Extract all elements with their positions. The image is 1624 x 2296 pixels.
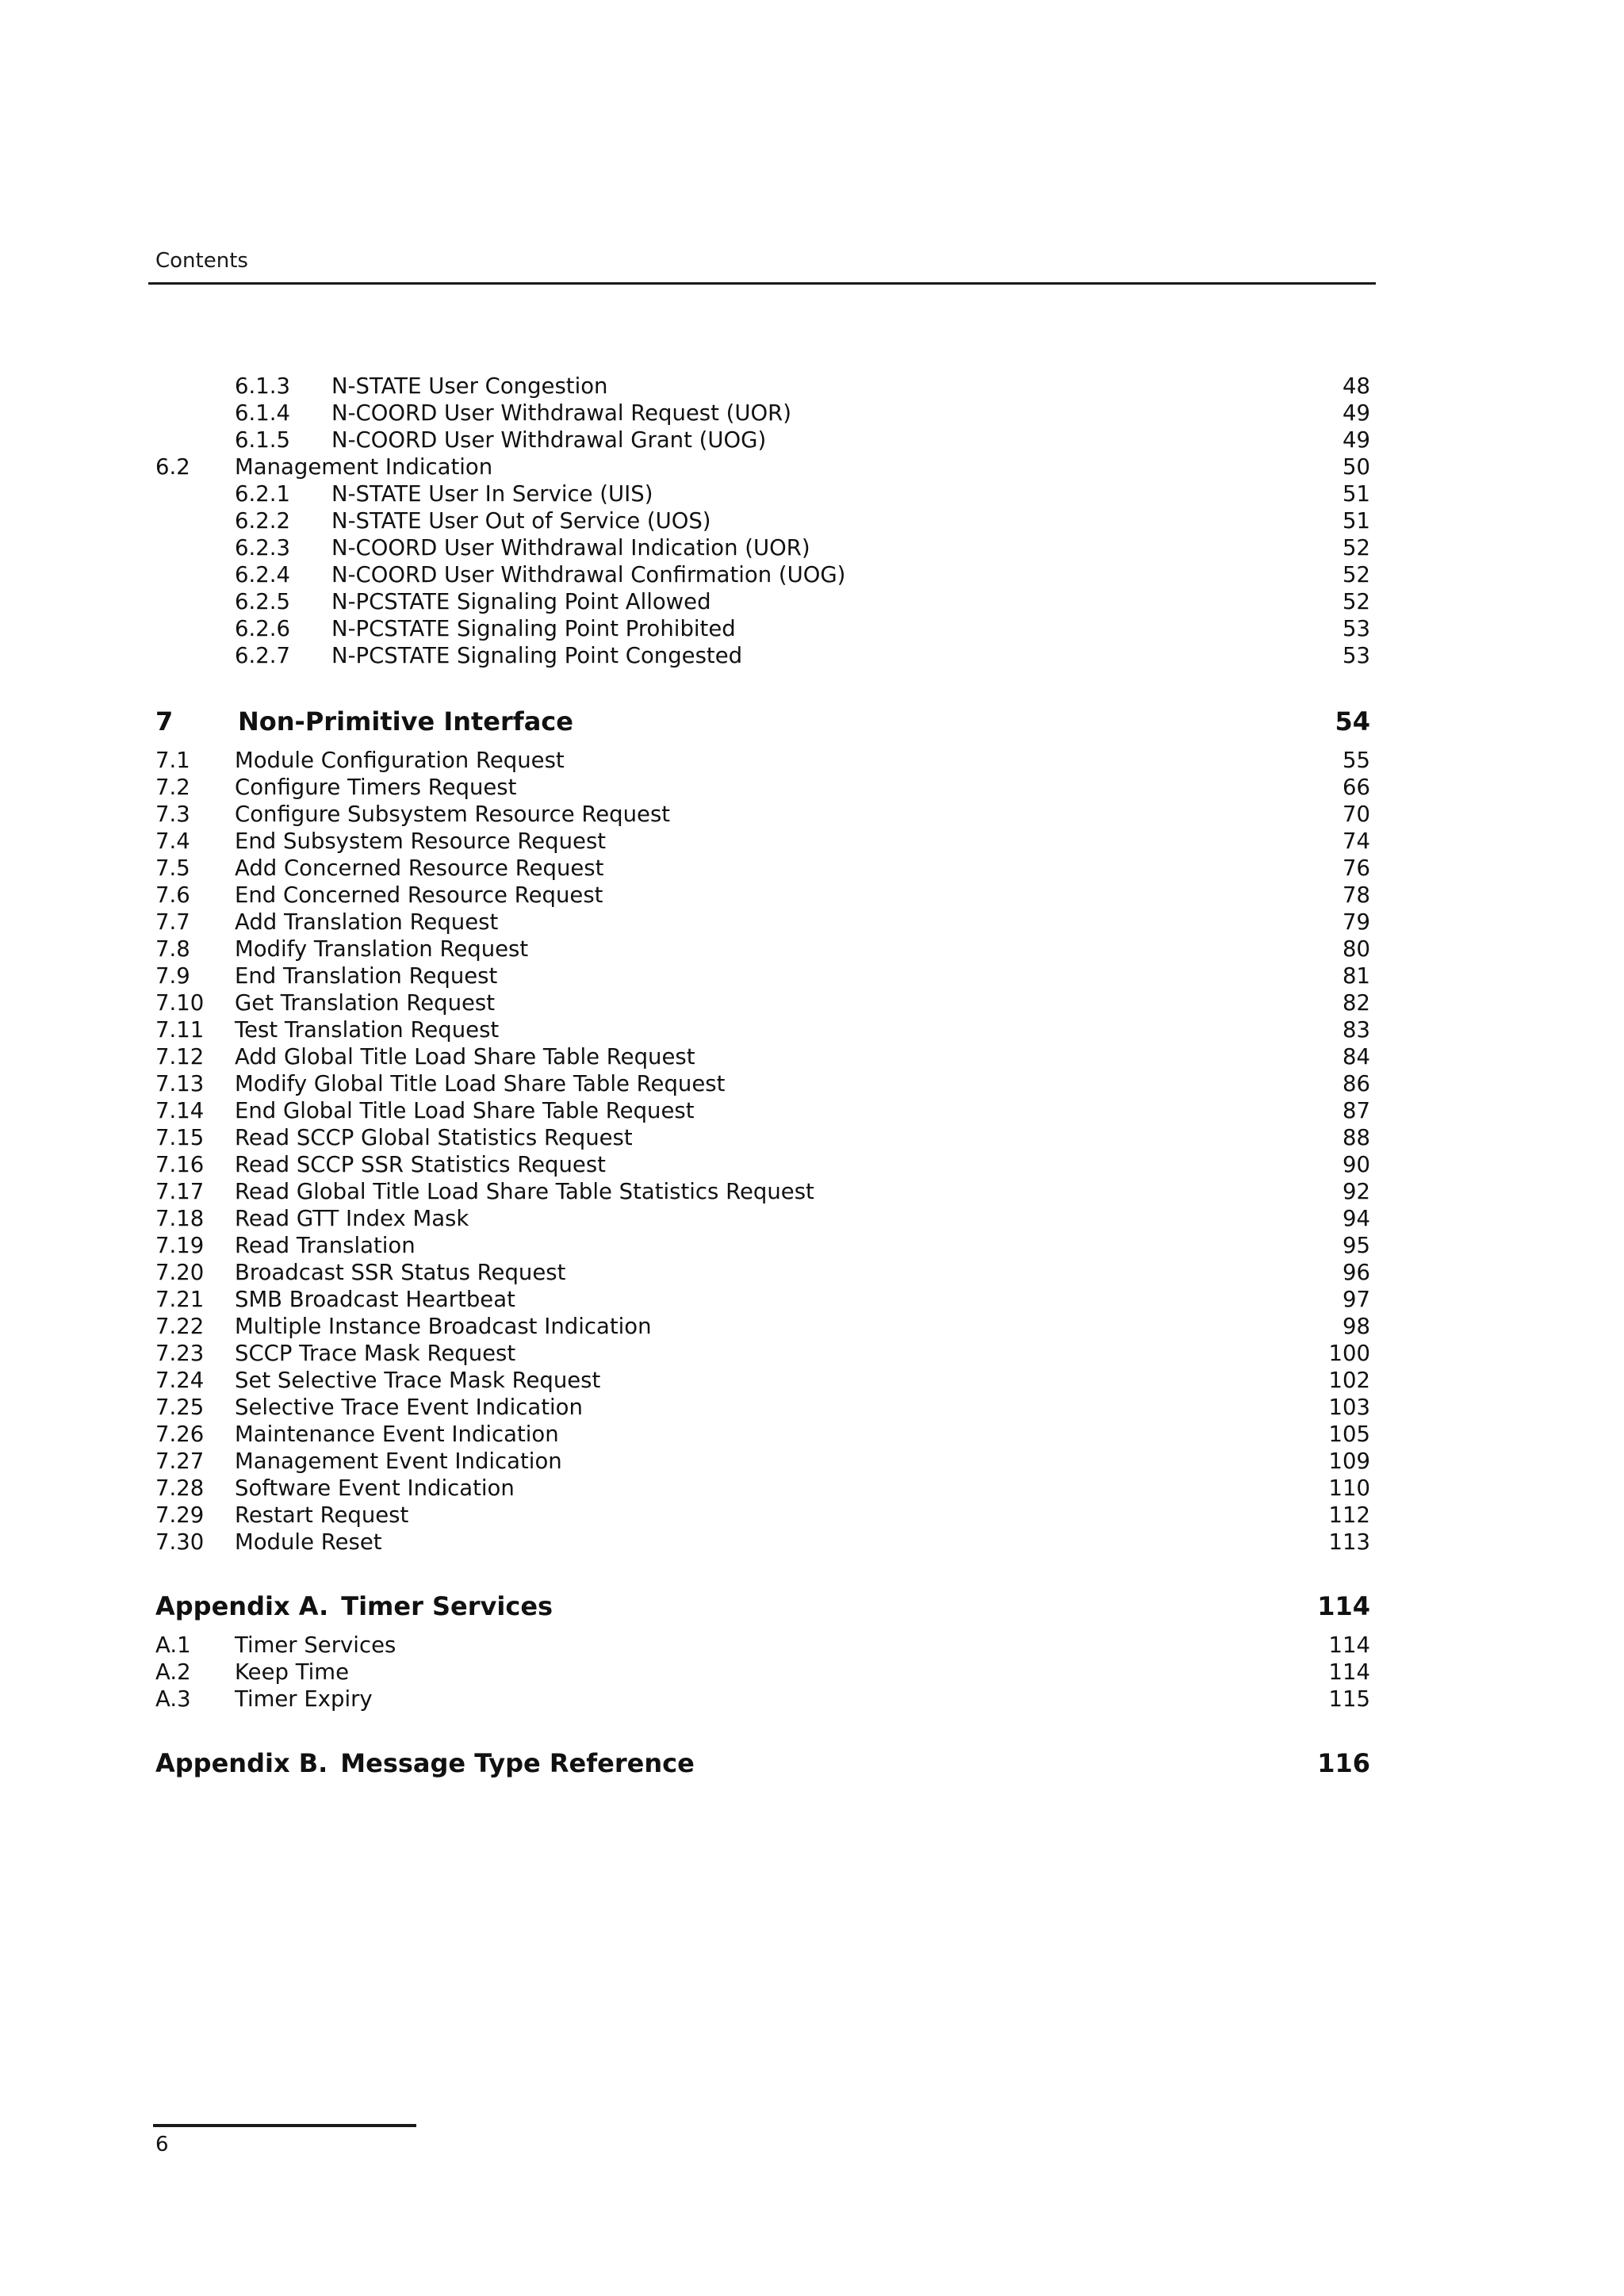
- toc-entry-page: 114: [1328, 1632, 1370, 1658]
- toc-entry-title: Non-Primitive Interface: [238, 706, 573, 737]
- toc-entry-title: SMB Broadcast Heartbeat: [235, 1287, 515, 1312]
- dot-leader: [795, 419, 1339, 420]
- toc-entry[interactable]: [155, 534, 1370, 561]
- toc-entry-title: N-PCSTATE Signaling Point Prohibited: [331, 616, 736, 641]
- toc-entry-number: 7.4: [155, 828, 190, 854]
- toc-entry-page: 51: [1342, 508, 1370, 534]
- toc-entry-title: Broadcast SSR Status Request: [235, 1260, 566, 1285]
- toc-entry-number: 7.9: [155, 963, 190, 989]
- toc-entry[interactable]: [155, 1151, 1370, 1178]
- toc-entry-page: 84: [1342, 1044, 1370, 1070]
- dot-leader: [698, 1117, 1339, 1118]
- dot-leader: [496, 473, 1339, 474]
- page-number: 6: [155, 2133, 169, 2156]
- toc-entry-title: Get Translation Request: [235, 990, 496, 1016]
- dot-leader: [498, 1009, 1339, 1010]
- toc-entry-page: 51: [1342, 481, 1370, 507]
- toc-entry[interactable]: [155, 1502, 1370, 1529]
- dot-leader: [714, 527, 1339, 528]
- toc-entry[interactable]: [155, 1686, 1370, 1712]
- toc-entry-page: 54: [1335, 706, 1370, 737]
- dot-leader: [636, 1144, 1339, 1145]
- toc-entry-title: Read SCCP Global Statistics Request: [235, 1125, 633, 1150]
- dot-leader: [714, 608, 1339, 609]
- toc-entry-number: 6.2.1: [235, 481, 290, 507]
- toc-entry[interactable]: [155, 1070, 1370, 1097]
- toc-entry-number: 7.8: [155, 936, 190, 962]
- toc-entry[interactable]: [155, 855, 1370, 882]
- toc-entry-page: 103: [1328, 1395, 1370, 1420]
- toc-entry-title: Timer Services: [235, 1632, 396, 1658]
- toc-entry-number: 7.11: [155, 1017, 205, 1043]
- toc-entry-number: 7.2: [155, 775, 190, 800]
- toc-entry-number: 6.2.6: [235, 616, 290, 641]
- dot-leader: [472, 1225, 1339, 1226]
- toc-entry-number: 7.15: [155, 1125, 205, 1150]
- toc-entry-number: 7.26: [155, 1422, 205, 1447]
- toc-entry[interactable]: [155, 427, 1370, 453]
- toc-entry-page: 53: [1342, 643, 1370, 668]
- toc-entry-number: 7.16: [155, 1152, 205, 1177]
- toc-entry[interactable]: [155, 962, 1370, 989]
- toc-entry[interactable]: [155, 828, 1370, 855]
- dot-leader: [399, 1651, 1325, 1652]
- toc-entry-title: Multiple Instance Broadcast Indication: [235, 1314, 652, 1339]
- toc-entry-page: 48: [1342, 373, 1370, 399]
- toc-entry-page: 53: [1342, 616, 1370, 641]
- toc-entry-number: 6.2.4: [235, 562, 290, 587]
- toc-entry-page: 83: [1342, 1017, 1370, 1043]
- toc-entry-page: 55: [1342, 748, 1370, 773]
- toc-entry-page: 74: [1342, 828, 1370, 854]
- toc-entry-number: 6.2: [155, 454, 190, 480]
- toc-entry-number: 7.29: [155, 1502, 205, 1528]
- toc-entry[interactable]: [155, 561, 1370, 588]
- toc-entry[interactable]: [155, 1747, 1370, 1779]
- toc-entry-page: 114: [1317, 1591, 1370, 1621]
- toc-entry-number: 7.18: [155, 1206, 205, 1231]
- dot-leader: [500, 982, 1339, 983]
- toc-entry[interactable]: [155, 909, 1370, 936]
- dot-leader: [609, 1171, 1339, 1172]
- dot-leader: [385, 1548, 1326, 1549]
- toc-entry-number: 7.13: [155, 1071, 205, 1096]
- toc-entry-title: N-PCSTATE Signaling Point Allowed: [331, 589, 711, 614]
- toc-entry[interactable]: [155, 1659, 1370, 1686]
- toc-entry[interactable]: [155, 1367, 1370, 1394]
- toc-entry[interactable]: [155, 1421, 1370, 1448]
- dot-leader: [769, 446, 1339, 447]
- toc-entry-page: 97: [1342, 1287, 1370, 1312]
- toc-entry[interactable]: [155, 1448, 1370, 1475]
- toc-entry[interactable]: [155, 1043, 1370, 1070]
- toc-entry-page: 112: [1328, 1502, 1370, 1528]
- dot-leader: [501, 928, 1339, 929]
- toc-entry-page: 110: [1328, 1475, 1370, 1501]
- dot-leader: [745, 662, 1339, 663]
- toc-entry[interactable]: [155, 1632, 1370, 1659]
- toc-entry-title: N-PCSTATE Signaling Point Congested: [331, 643, 743, 668]
- toc-entry-number: 7.28: [155, 1475, 205, 1501]
- toc-entry[interactable]: [155, 882, 1370, 909]
- toc-entry-title: Modify Global Title Load Share Table Request: [235, 1071, 726, 1096]
- toc-entry[interactable]: [155, 642, 1370, 669]
- toc-entry-title: Configure Timers Request: [235, 775, 517, 800]
- toc-entry-page: 52: [1342, 562, 1370, 587]
- toc-entry-title: Configure Subsystem Resource Request: [235, 802, 671, 827]
- toc-entry-page: 96: [1342, 1260, 1370, 1285]
- toc-entry-title: End Global Title Load Share Table Request: [235, 1098, 695, 1123]
- toc-entry-page: 94: [1342, 1206, 1370, 1231]
- toc-entry-title: Modify Translation Request: [235, 936, 529, 962]
- dot-leader: [607, 874, 1339, 875]
- toc-entry-page: 116: [1317, 1748, 1370, 1778]
- toc-entry-number: 6.1.4: [235, 400, 290, 426]
- toc-entry-page: 88: [1342, 1125, 1370, 1150]
- toc-entry[interactable]: [155, 588, 1370, 615]
- toc-entry-number: 7.24: [155, 1368, 205, 1393]
- toc-entry-page: 113: [1328, 1529, 1370, 1555]
- toc-entry-number: 7.21: [155, 1287, 205, 1312]
- toc-entry-number: 6.2.2: [235, 508, 290, 534]
- toc-entry-number: 7: [155, 706, 174, 737]
- toc-entry-title: End Translation Request: [235, 963, 498, 989]
- toc-entry-page: 92: [1342, 1179, 1370, 1204]
- toc-entry-page: 49: [1342, 400, 1370, 426]
- toc-entry-number: Appendix B.: [155, 1748, 328, 1778]
- toc-entry-page: 79: [1342, 909, 1370, 935]
- toc-entry[interactable]: [155, 936, 1370, 962]
- toc-entry-page: 102: [1328, 1368, 1370, 1393]
- toc-entry[interactable]: [155, 1124, 1370, 1151]
- toc-entry[interactable]: [155, 774, 1370, 801]
- dot-leader: [518, 1494, 1326, 1495]
- toc-entry-number: 7.17: [155, 1179, 205, 1204]
- toc-entry-title: Read Global Title Load Share Table Statistics Request: [235, 1179, 814, 1204]
- toc-entry[interactable]: [155, 615, 1370, 642]
- toc-entry-title: Keep Time: [235, 1659, 349, 1685]
- toc-entry-page: 50: [1342, 454, 1370, 480]
- toc-entry-title: N-COORD User Withdrawal Request (UOR): [331, 400, 791, 426]
- toc-entry-page: 98: [1342, 1314, 1370, 1339]
- toc-entry[interactable]: [155, 747, 1370, 774]
- toc-entry-title: Set Selective Trace Mask Request: [235, 1368, 601, 1393]
- dot-leader: [502, 1036, 1339, 1037]
- toc-entry-page: 115: [1328, 1686, 1370, 1712]
- toc-entry-title: Timer Services: [341, 1591, 553, 1621]
- toc-entry-number: 7.23: [155, 1341, 205, 1366]
- toc-entry[interactable]: [155, 1286, 1370, 1313]
- toc-entry-page: 100: [1328, 1341, 1370, 1366]
- dot-leader: [606, 901, 1339, 902]
- toc-entry-title: End Concerned Resource Request: [235, 882, 603, 908]
- toc-entry[interactable]: [155, 1475, 1370, 1502]
- toc-entry-page: 81: [1342, 963, 1370, 989]
- toc-entry[interactable]: [155, 1205, 1370, 1232]
- toc-entry[interactable]: [155, 989, 1370, 1016]
- toc-entry-title: N-STATE User Out of Service (UOS): [331, 508, 711, 534]
- toc-entry-number: 7.30: [155, 1529, 205, 1555]
- dot-leader: [814, 554, 1339, 555]
- toc-entry-number: 7.25: [155, 1395, 205, 1420]
- toc-entry-number: 7.27: [155, 1448, 205, 1474]
- toc-entry[interactable]: [155, 400, 1370, 427]
- dot-leader: [531, 955, 1339, 956]
- toc-entry-page: 90: [1342, 1152, 1370, 1177]
- toc-entry-title: Module Reset: [235, 1529, 382, 1555]
- toc-entry-page: 95: [1342, 1233, 1370, 1258]
- dot-leader: [352, 1678, 1326, 1679]
- dot-leader: [728, 1090, 1339, 1091]
- toc-entry-number: 7.14: [155, 1098, 205, 1123]
- toc-entry-number: 7.10: [155, 990, 205, 1016]
- toc-entry-title: N-COORD User Withdrawal Indication (UOR): [331, 535, 810, 561]
- dot-leader: [656, 500, 1339, 501]
- toc-entry[interactable]: [155, 1340, 1370, 1367]
- toc-entry-title: N-COORD User Withdrawal Confirmation (UOG): [331, 562, 846, 587]
- toc-entry-page: 70: [1342, 802, 1370, 827]
- dot-leader: [419, 1252, 1339, 1253]
- toc-entry[interactable]: [155, 1178, 1370, 1205]
- toc-entry-page: 82: [1342, 990, 1370, 1016]
- toc-entry-title: Timer Expiry: [235, 1686, 373, 1712]
- toc-entry[interactable]: [155, 801, 1370, 828]
- toc-entry-title: Add Translation Request: [235, 909, 499, 935]
- toc-entry-number: 7.3: [155, 802, 190, 827]
- toc-entry-title: N-STATE User In Service (UIS): [331, 481, 653, 507]
- toc-entry-page: 66: [1342, 775, 1370, 800]
- dot-leader: [519, 1306, 1339, 1307]
- toc-entry-number: 7.12: [155, 1044, 205, 1070]
- toc-entry-title: Read GTT Index Mask: [235, 1206, 469, 1231]
- toc-entry-title: Restart Request: [235, 1502, 409, 1528]
- toc-entry-number: 7.7: [155, 909, 190, 935]
- toc-entry-title: Read SCCP SSR Statistics Request: [235, 1152, 606, 1177]
- toc-entry-page: 105: [1328, 1422, 1370, 1447]
- toc-entry-title: Module Configuration Request: [235, 748, 565, 773]
- toc-entry[interactable]: [155, 373, 1370, 400]
- toc-entry[interactable]: [155, 1529, 1370, 1556]
- toc-entry-title: N-STATE User Congestion: [331, 373, 608, 399]
- toc-entry-number: Appendix A.: [155, 1591, 329, 1621]
- toc-entry-number: A.2: [155, 1659, 191, 1685]
- toc-entry-page: 87: [1342, 1098, 1370, 1123]
- toc-entry-title: Software Event Indication: [235, 1475, 515, 1501]
- dot-leader: [818, 1198, 1339, 1199]
- toc-entry-number: A.1: [155, 1632, 191, 1658]
- toc-entry-number: 7.19: [155, 1233, 205, 1258]
- toc-entry[interactable]: [155, 1232, 1370, 1259]
- toc-entry-number: 6.1.5: [235, 427, 290, 453]
- toc-entry-title: Selective Trace Event Indication: [235, 1395, 583, 1420]
- toc-entry-number: 6.1.3: [235, 373, 290, 399]
- toc-entry-title: Maintenance Event Indication: [235, 1422, 559, 1447]
- dot-leader: [848, 581, 1339, 582]
- toc-entry-page: 109: [1328, 1448, 1370, 1474]
- toc-entry-title: Add Concerned Resource Request: [235, 855, 604, 881]
- toc-entry-title: Message Type Reference: [340, 1748, 695, 1778]
- toc-entry-number: 7.22: [155, 1314, 205, 1339]
- toc-entry[interactable]: [155, 453, 1370, 480]
- toc-entry-number: 7.5: [155, 855, 190, 881]
- toc-entry-title: N-COORD User Withdrawal Grant (UOG): [331, 427, 767, 453]
- toc-entry-title: Read Translation: [235, 1233, 416, 1258]
- dot-leader: [699, 1063, 1340, 1064]
- toc-entry[interactable]: [155, 1097, 1370, 1124]
- toc-entry-page: 80: [1342, 936, 1370, 962]
- dot-leader: [412, 1521, 1325, 1522]
- dot-leader: [655, 1333, 1340, 1334]
- toc-entry-title: Add Global Title Load Share Table Request: [235, 1044, 695, 1070]
- toc-entry-page: 52: [1342, 535, 1370, 561]
- dot-leader: [576, 729, 1332, 730]
- header-rule: [148, 282, 1376, 285]
- toc-entry-number: 7.6: [155, 882, 190, 908]
- toc-entry-number: 6.2.7: [235, 643, 290, 668]
- toc-entry-title: Management Indication: [235, 454, 493, 480]
- toc-entry-page: 76: [1342, 855, 1370, 881]
- toc-entry[interactable]: [155, 1394, 1370, 1421]
- dot-leader: [569, 1279, 1339, 1280]
- toc-entry[interactable]: [155, 480, 1370, 507]
- toc-entry-page: 86: [1342, 1071, 1370, 1096]
- table-of-contents: [155, 373, 1370, 1789]
- toc-entry-page: 49: [1342, 427, 1370, 453]
- toc-entry[interactable]: [155, 507, 1370, 534]
- toc-entry[interactable]: [155, 1259, 1370, 1286]
- toc-entry-page: 78: [1342, 882, 1370, 908]
- toc-entry-number: 7.20: [155, 1260, 205, 1285]
- dot-leader: [698, 1771, 1314, 1772]
- toc-entry-page: 114: [1328, 1659, 1370, 1685]
- toc-entry[interactable]: [155, 706, 1370, 737]
- toc-entry[interactable]: [155, 1313, 1370, 1340]
- toc-entry-number: A.3: [155, 1686, 191, 1712]
- toc-entry-title: Management Event Indication: [235, 1448, 562, 1474]
- dot-leader: [611, 392, 1339, 393]
- toc-entry-title: End Subsystem Resource Request: [235, 828, 607, 854]
- dot-leader: [376, 1705, 1326, 1706]
- toc-entry-number: 6.2.3: [235, 535, 290, 561]
- toc-entry[interactable]: [155, 1590, 1370, 1622]
- toc-entry-title: Test Translation Request: [235, 1017, 500, 1043]
- toc-entry-page: 52: [1342, 589, 1370, 614]
- toc-entry-title: SCCP Trace Mask Request: [235, 1341, 516, 1366]
- dot-leader: [556, 1614, 1314, 1615]
- toc-entry-number: 6.2.5: [235, 589, 290, 614]
- toc-entry-number: 7.1: [155, 748, 190, 773]
- dot-leader: [739, 635, 1339, 636]
- running-header: Contents: [155, 249, 248, 273]
- toc-entry[interactable]: [155, 1016, 1370, 1043]
- footer-rule: [153, 2124, 416, 2127]
